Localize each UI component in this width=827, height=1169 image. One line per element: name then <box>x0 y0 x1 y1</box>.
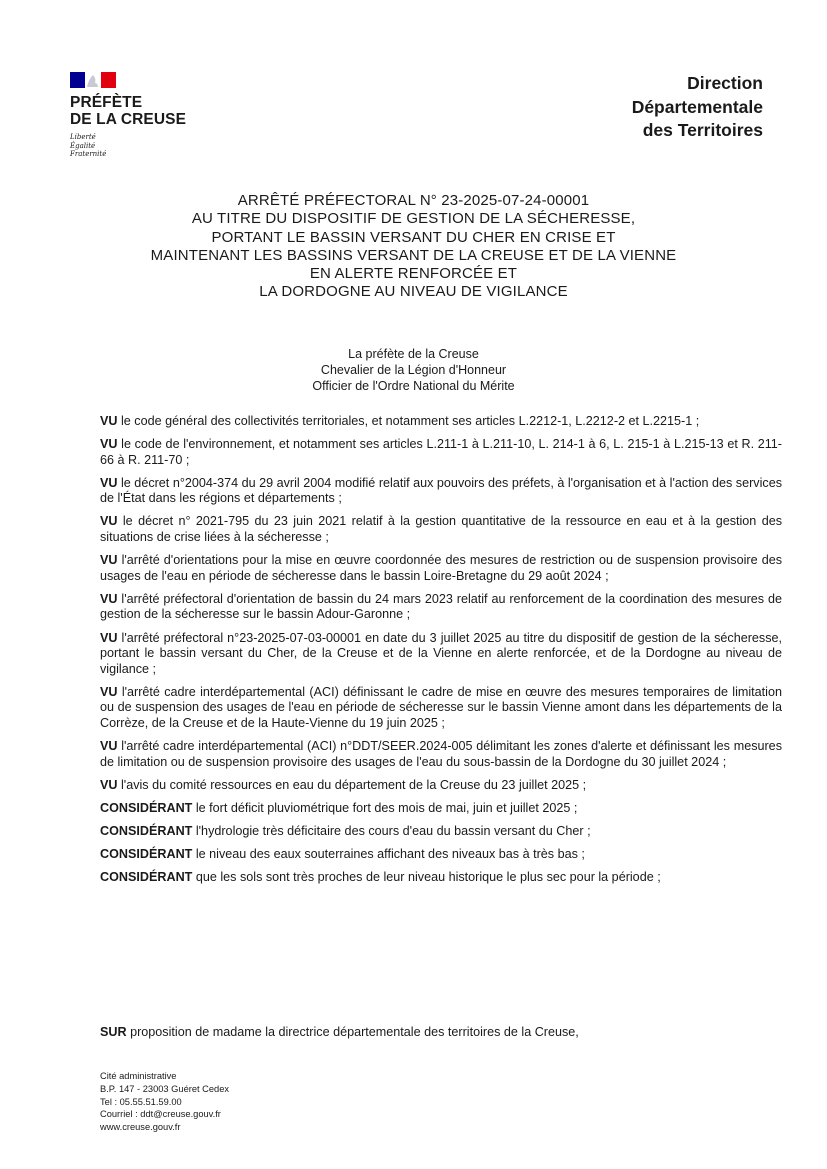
service-line: des Territoires <box>642 120 763 140</box>
recital-paragraph <box>100 592 782 623</box>
recital-text: le fort déficit pluviométrique fort des mois de mai, juin et juillet 2025 ; <box>192 800 578 815</box>
recital-paragraph <box>100 631 782 678</box>
decree-title <box>110 192 717 302</box>
recital-keyword: CONSIDÉRANT <box>100 870 193 885</box>
title-line: ARRÊTÉ PRÉFECTORAL N° 23-2025-07-24-00001 <box>237 192 590 209</box>
motto <box>70 133 186 159</box>
prefect-line: La préfète de la Creuse <box>348 347 479 361</box>
logo-title-line1: PRÉFÈTE <box>70 94 143 111</box>
logo-title-line2: DE LA CREUSE <box>70 111 187 128</box>
recital-keyword: VU <box>100 437 118 452</box>
recital-text: l'arrêté cadre interdépartemental (ACI) définissant le cadre de mise en œuvre des mesures temporaires de limitation ou de suspension des usages de l'eau en période de sécheresse sur le bassin Vienne amont dans les départements de la Corrèze, de la Creuse et de la Haute-Vienne du 19 juin 2025 ; <box>100 684 782 730</box>
marianne-flag-icon <box>70 72 116 88</box>
recital-keyword: VU <box>100 514 118 529</box>
recital-text: le décret n°2004-374 du 29 avril 2004 modifié relatif aux pouvoirs des préfets, à l'organisation et à l'action des services de l'État dans les régions et départements ; <box>100 475 782 506</box>
title-line: LA DORDOGNE AU NIVEAU DE VIGILANCE <box>259 283 568 301</box>
recitals <box>100 414 782 893</box>
footer-line: Tel : 05.55.51.59.00 <box>100 1096 182 1107</box>
footer-address <box>100 1070 229 1134</box>
service-line: Direction <box>687 73 763 93</box>
recital-keyword: VU <box>100 414 118 428</box>
recital-text: le code de l'environnement, et notamment ses articles L.211-1 à L.211-10, L. 214-1 à 6, L. 215-1 à L.215-13 et R. 211-66 à R. 211-70 ; <box>100 437 782 467</box>
recital-text: l'arrêté préfectoral n°23-2025-07-03-00001 en date du 3 juillet 2025 au titre du dispositif de gestion de la sécheresse, portant le bassin versant du Cher, de la Creuse et de la Vienne en alerte renforcée, et de la Dordogne au niveau de vigilance ; <box>100 630 782 676</box>
recital-keyword: VU <box>100 739 118 754</box>
recital-paragraph <box>100 437 782 468</box>
proposal-line <box>100 1025 782 1041</box>
prefect-block <box>200 346 627 394</box>
recital-paragraph <box>100 476 782 507</box>
recital-paragraph <box>100 847 782 863</box>
proposal-keyword: SUR <box>100 1025 127 1039</box>
recital-paragraph <box>100 778 782 794</box>
recital-text: l'arrêté cadre interdépartemental (ACI) n°DDT/SEER.2024-005 délimitant les zones d'alerte et définissant les mesures de limitation ou de suspension provisoire des usages de l'eau du sous-bassin de la Dordogne du 30 juillet 2024 ; <box>100 739 782 769</box>
recital-keyword: VU <box>100 777 118 792</box>
recital-paragraph <box>100 685 782 732</box>
recital-text: le code général des collectivités territoriales, et notamment ses articles L.2212-1, L.2212-2 et L.2215-1 ; <box>117 414 700 428</box>
recital-keyword: VU <box>100 684 118 699</box>
recital-keyword: CONSIDÉRANT <box>100 800 193 815</box>
recital-text: l'avis du comité ressources en eau du département de la Creuse du 23 juillet 2025 ; <box>117 777 587 792</box>
motto-fraternite: Fraternité <box>70 150 107 158</box>
title-line: EN ALERTE RENFORCÉE ET <box>309 265 518 283</box>
recital-paragraph <box>100 824 782 840</box>
recital-paragraph <box>100 801 782 817</box>
recital-keyword: CONSIDÉRANT <box>100 823 193 838</box>
title-line: AU TITRE DU DISPOSITIF DE GESTION DE LA SÉCHERESSE, <box>191 210 636 228</box>
prefect-line: Officier de l'Ordre National du Mérite <box>312 379 515 393</box>
recital-paragraph <box>100 414 782 430</box>
footer-website[interactable]: www.creuse.gouv.fr <box>100 1122 181 1133</box>
recital-text: l'hydrologie très déficitaire des cours d'eau du bassin versant du Cher ; <box>192 823 591 838</box>
recital-paragraph <box>100 514 782 545</box>
recital-text: que les sols sont très proches de leur niveau historique le plus sec pour la période ; <box>192 870 661 885</box>
recital-paragraph <box>100 553 782 584</box>
motto-egalite: Égalité <box>70 141 96 150</box>
footer-email[interactable]: Courriel : ddt@creuse.gouv.fr <box>100 1109 221 1120</box>
recital-text: le décret n° 2021-795 du 23 juin 2021 relatif à la gestion quantitative de la ressource en eau et à la gestion des situations de crise liées à la sécheresse ; <box>100 514 782 545</box>
recital-text: l'arrêté préfectoral d'orientation de bassin du 24 mars 2023 relatif au renforcement de la coordination des mesures de gestion de la sécheresse sur le bassin Adour-Garonne ; <box>100 591 782 622</box>
footer-line: Cité administrative <box>100 1071 177 1081</box>
recital-keyword: VU <box>100 630 118 645</box>
recital-keyword: VU <box>100 475 118 490</box>
footer-line: B.P. 147 - 23003 Guéret Cedex <box>100 1083 230 1094</box>
proposal-text: proposition de madame la directrice départementale des territoires de la Creuse, <box>126 1025 579 1039</box>
prefecture-logo <box>70 72 186 159</box>
prefect-line: Chevalier de la Légion d'Honneur <box>320 363 507 377</box>
title-line: MAINTENANT LES BASSINS VERSANT DE LA CREUSE ET DE LA VIENNE <box>150 246 677 264</box>
recital-keyword: VU <box>100 591 118 606</box>
title-line: PORTANT LE BASSIN VERSANT DU CHER EN CRISE ET <box>211 228 616 246</box>
service-line: Départementale <box>631 96 763 117</box>
recital-keyword: CONSIDÉRANT <box>100 847 193 862</box>
recital-keyword: VU <box>100 553 118 568</box>
recital-text: l'arrêté d'orientations pour la mise en œuvre coordonnée des mesures de restriction ou de suspension provisoire des usages de l'eau en période de sécheresse dans le bassin Loire-Bretagne du 29 août 2024 ; <box>100 553 782 583</box>
recital-text: le niveau des eaux souterraines affichant des niveaux bas à très bas ; <box>192 847 585 862</box>
recital-paragraph <box>100 739 782 770</box>
recital-paragraph <box>100 870 782 886</box>
logo-title <box>70 94 186 128</box>
service-name <box>632 72 763 143</box>
motto-liberte: Liberté <box>70 133 96 141</box>
